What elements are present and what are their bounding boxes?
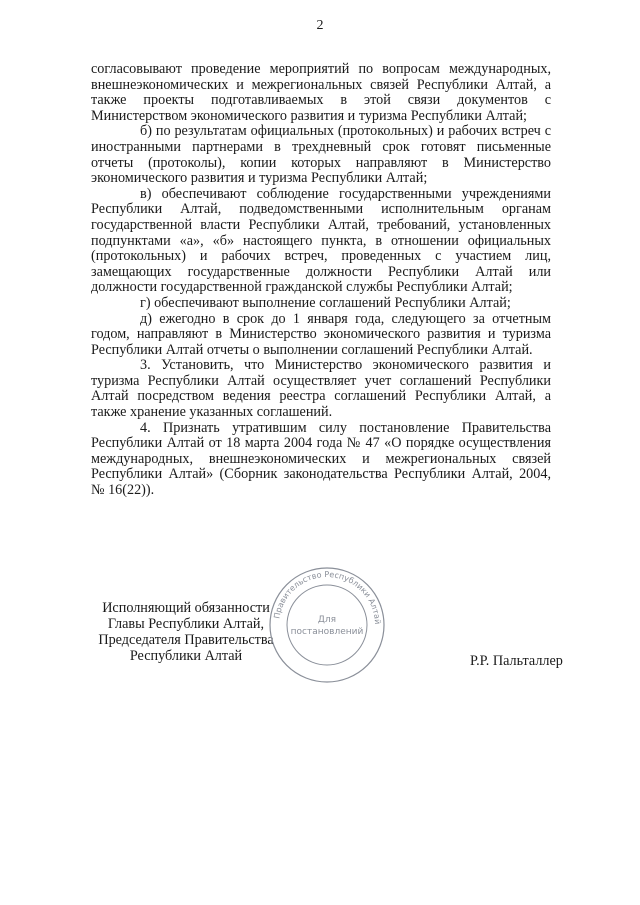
paragraph-b: б) по результатам официальных (протокольных) и рабочих встреч с иностранными партнерами в трехдневный срок готовят письменные отчеты (протоколы), копии которых направляют в Министерство экономического развития и туризма Республики Алтай; — [91, 123, 551, 187]
signatory-line-4: Республики Алтай — [129, 648, 243, 664]
stamp-ring-text: Правительство Республики Алтай — [272, 569, 383, 625]
signatory-title — [91, 600, 281, 664]
signatory-line-2: Главы Республики Алтай, — [107, 616, 265, 632]
paragraph-continuation: согласовывают проведение мероприятий по вопросам международных, внешнеэкономических и межрегиональных связей Республики Алтай, а также проекты подготавливаемых в этой связи документов с Министерством экономического развития и туризма Республики Алтай; — [91, 61, 551, 124]
paragraph-v: в) обеспечивают соблюдение государственными учреждениями Республики Алтай, подведомственными исполнительным органам государственной власти Республики Алтай, требований, установленных подпунктами «а», «б» настоящего пункта, в отношении официальных (протокольных) и рабочих встреч, проведенных с участием лиц, замещающих государственные должности Республики Алтай или должности государственной гражданской службы Республики Алтай; — [91, 185, 551, 296]
paragraph-4: 4. Признать утратившим силу постановление Правительства Республики Алтай от 18 марта 2004 года № 47 «О порядке осуществления международных, внешнеэкономических и межрегиональных связей Республики Алтай» (Сборник законодательства Республики Алтай, 2004, № 16(22)). — [91, 419, 551, 499]
stamp-center-line-2: постановлений — [290, 627, 364, 637]
paragraph-3: 3. Установить, что Министерство экономического развития и туризма Республики Алтай осуществляет учет соглашений Республики Алтай посредством ведения реестра соглашений Республики Алтай, а также хранение указанных соглашений. — [91, 357, 551, 421]
official-stamp — [268, 566, 386, 684]
paragraph-g: г) обеспечивают выполнение соглашений Республики Алтай; — [140, 294, 511, 311]
signatory-line-3: Председателя Правительства — [98, 632, 274, 648]
stamp-inner-ring — [287, 585, 367, 665]
page-number: 2 — [316, 18, 324, 33]
signatory-line-1: Исполняющий обязанности — [102, 600, 270, 616]
stamp-center-line-1: Для — [317, 615, 337, 625]
signatory-name: Р.Р. Пальталлер — [470, 653, 563, 669]
paragraph-d: д) ежегодно в срок до 1 января года, следующего за отчетным годом, направляют в Министерство экономического развития и туризма Республики Алтай отчеты о выполнении соглашений Республики Алтай. — [91, 310, 551, 358]
document-body — [91, 62, 551, 499]
